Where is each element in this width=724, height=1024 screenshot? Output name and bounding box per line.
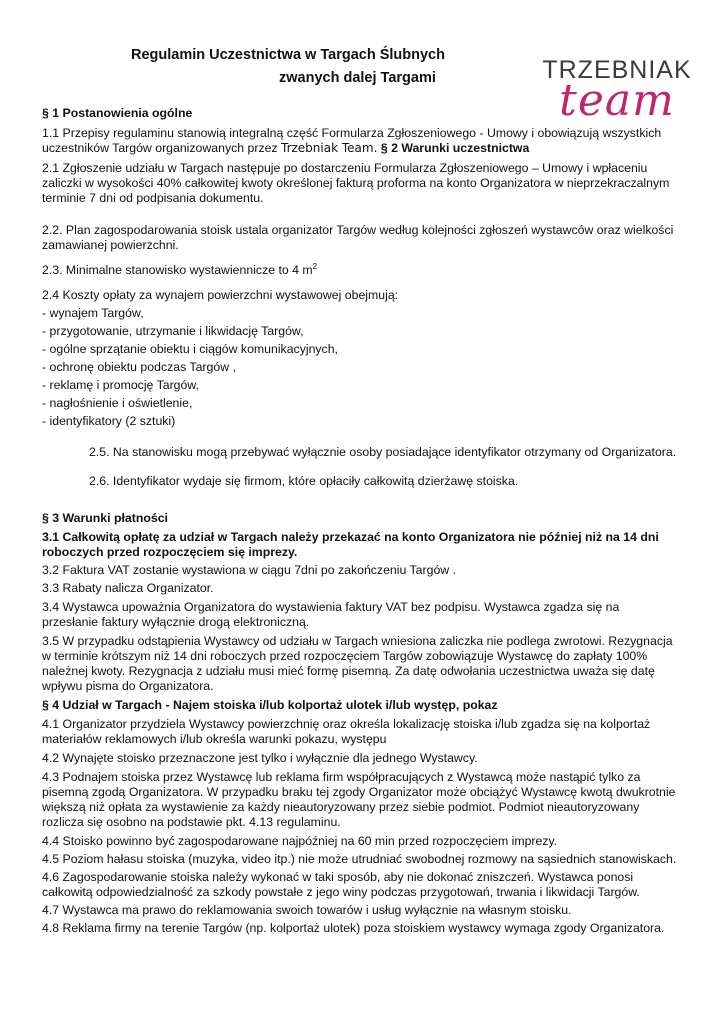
- logo-bottom-text: team: [559, 75, 675, 126]
- cost-item: - ogólne sprzątanie obiektu i ciągów komunikacyjnych,: [42, 342, 338, 356]
- section1-heading: § 1 Postanowienia ogólne: [42, 106, 193, 120]
- paragraph-2-2: 2.2. Plan zagospodarowania stoisk ustala organizator Targów według kolejności zgłoszeń wystawców oraz wielkości zamawianej powierzchni.: [42, 223, 674, 252]
- regulations-body: [42, 102, 678, 936]
- paragraph-2-4: 2.4 Koszty opłaty za wynajem powierzchni wystawowej obejmują:: [42, 288, 399, 302]
- paragraph-3-3: 3.3 Rabaty nalicza Organizator.: [42, 581, 214, 595]
- paragraph-3-1: 3.1 Całkowitą opłatę za udział w Targach należy przekazać na konto Organizatora nie później niż na 14 dni roboczych przed rozpoczęciem się imprezy.: [42, 530, 659, 559]
- cost-item: - przygotowanie, utrzymanie i likwidację Targów,: [42, 324, 304, 338]
- paragraph-2-3-text: 2.3. Minimalne stanowisko wystawiennicze to 4 m: [42, 263, 313, 277]
- paragraph-2-1: 2.1 Zgłoszenie udziału w Targach następuje po dostarczeniu Formularza Zgłoszeniowego – Umowy i wpłaceniu zaliczki w wysokości 40% całkowitej kwoty określonej fakturą proforma na konto Organizatora w nieprzekraczalnym terminie 7 dni od podpisania dokumentu.: [42, 161, 670, 205]
- paragraph-2-6: 2.6. Identyfikator wydaje się firmom, które opłaciły całkowitą dzierżawę stoiska.: [89, 474, 519, 488]
- paragraph-3-4: 3.4 Wystawca upoważnia Organizatora do wystawienia faktury VAT bez podpisu. Wystawca zgadza się na przesłanie faktury wyłącznie drogą elektroniczną.: [42, 600, 620, 629]
- paragraph-4-4: 4.4 Stoisko powinno być zagospodarowane najpóźniej na 60 min przed rozpoczęciem imprezy.: [42, 834, 558, 848]
- paragraph-2-3: [42, 263, 678, 278]
- paragraph-3-2: 3.2 Faktura VAT zostanie wystawiona w ciągu 7dni po zakończeniu Targów .: [42, 563, 456, 577]
- cost-item: - wynajem Targów,: [42, 306, 144, 320]
- organizer-name: Trzebniak Team.: [281, 141, 378, 155]
- section4-heading: § 4 Udział w Targach - Najem stoiska i/lub kolportaż ulotek i/lub występ, pokaz: [42, 698, 498, 712]
- unit-superscript: 2: [312, 261, 318, 271]
- paragraph-4-5: 4.5 Poziom hałasu stoiska (muzyka, video itp.) nie może utrudniać swobodnej rozmowy na sąsiednich stanowiskach.: [42, 852, 677, 866]
- paragraph-1-1-text: 1.1 Przepisy regulaminu stanowią integralną część Formularza Zgłoszeniowego - Umowy i obowiązują wszystkich uczestników Targów organizowanych przez: [42, 126, 662, 155]
- section2-heading: § 2 Warunki uczestnictwa: [380, 141, 530, 155]
- paragraph-4-3: 4.3 Podnajem stoiska przez Wystawcę lub reklama firm współpracujących z Wystawcą może nastąpić tylko za pisemną zgodą Organizatora. W przypadku braku tej zgody Organizator może obciążyć Wystawcę kwotą dwukrotnie większą niż opłata za wystawienie za każdy nieautoryzowany przez siebie podmiot. Podmiot nieautoryzowany rozlicza się osobno na podstawie pkt. 4.13 regulaminu.: [42, 770, 676, 829]
- section3-heading: § 3 Warunki płatności: [42, 511, 168, 525]
- paragraph-4-8: 4.8 Reklama firmy na terenie Targów (np. kolportaż ulotek) poza stoiskiem wystawcy wymaga zgody Organizatora.: [42, 921, 665, 935]
- paragraph-4-7: 4.7 Wystawca ma prawo do reklamowania swoich towarów i usług wyłącznie na własnym stoisku.: [42, 903, 572, 917]
- paragraph-1-1: [42, 126, 678, 156]
- cost-item: - ochronę obiektu podczas Targów ,: [42, 360, 236, 374]
- paragraph-2-5: 2.5. Na stanowisku mogą przebywać wyłącznie osoby posiadające identyfikator otrzymany od Organizatora.: [89, 445, 677, 459]
- page-title-line2: zwanych dalej Targami: [279, 70, 436, 86]
- cost-item: - identyfikatory (2 sztuki): [42, 414, 176, 428]
- paragraph-4-1: 4.1 Organizator przydziela Wystawcy powierzchnię oraz określa lokalizację stoiska i/lub zgadza się na kolportaż materiałów reklamowych i/lub określa warunki pokazu, występu: [42, 717, 651, 746]
- paragraph-4-6: 4.6 Zagospodarowanie stoiska należy wykonać w taki sposób, aby nie dokonać zniszczeń. Wystawca ponosi całkowitą odpowiedzialność za szkody powstałe z jego winy podczas przygotowań, trwania i likwidacji Targów.: [42, 870, 640, 899]
- paragraph-3-5: 3.5 W przypadku odstąpienia Wystawcy od udziału w Targach wniesiona zaliczka nie podlega zwrotowi. Rezygnacja w terminie krótszym niż 14 dni roboczych przed rozpoczęciem Targów zobowiązuje Wystawcę do zapłaty 100% należnej kwoty. Rezygnacja z udziału musi mieć formę pisemną. Za datę odwołania uczestnictwa uważa się datę wpływu pisma do Organizatora.: [42, 634, 673, 693]
- logo-top-text: TRZEBNIAK: [542, 56, 692, 84]
- cost-item: - reklamę i promocję Targów,: [42, 378, 199, 392]
- paragraph-4-2: 4.2 Wynajęte stoisko przeznaczone jest tylko i wyłącznie dla jednego Wystawcy.: [42, 751, 478, 765]
- cost-item: - nagłośnienie i oświetlenie,: [42, 396, 193, 410]
- page-title-line1: Regulamin Uczestnictwa w Targach Ślubnych: [131, 47, 445, 63]
